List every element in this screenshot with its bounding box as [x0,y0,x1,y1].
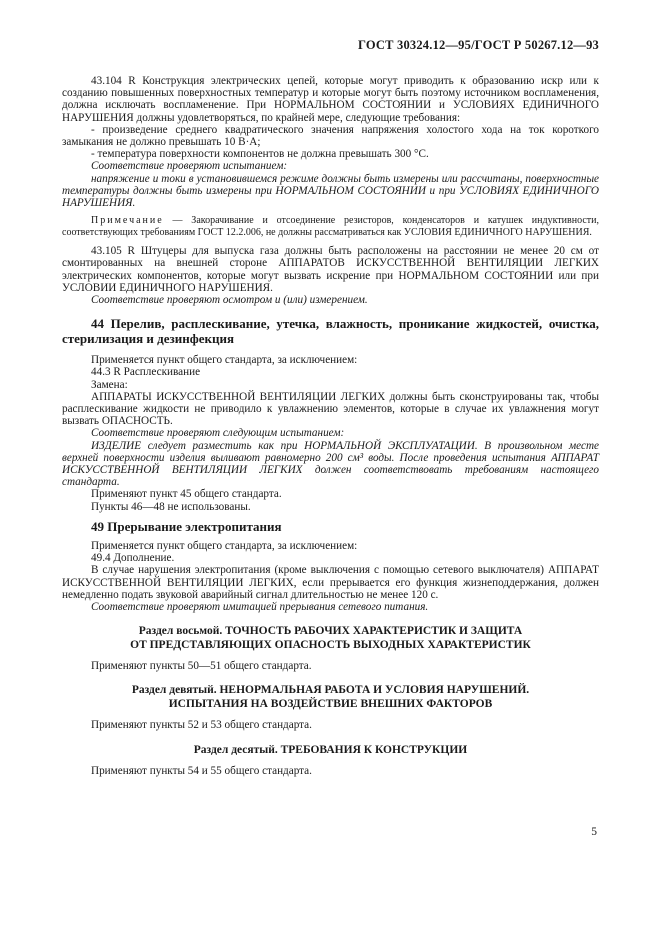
section-49-applies: Применяется пункт общего стандарта, за исключением: [91,539,358,552]
page-content [62,75,599,777]
clauses-46-48: Пункты 46—48 не использованы. [91,500,251,513]
document-header: ГОСТ 30324.12—95/ГОСТ Р 50267.12—93 [358,38,599,52]
section-44-applies: Применяется пункт общего стандарта, за исключением: [91,354,358,367]
replacement-text: АППАРАТЫ ИСКУССТВЕННОЙ ВЕНТИЛЯЦИИ ЛЕГКИХ должны быть сконструированы так, чтобы расплескивание жидкости не приводило к увлажнению элементов, которые в случае их увлажнения могут вызвать ОПАСНОСТЬ. [62,390,599,428]
note [62,215,599,239]
part-9-title-line-2: ИСПЫТАНИЯ НА ВОЗДЕЙСТВИЕ ВНЕШНИХ ФАКТОРОВ [168,697,493,710]
note-label: Примечание [91,215,164,227]
compliance-check-2: Соответствие проверяют осмотром и (или) измерением. [91,294,368,307]
requirement-item-1: - произведение среднего квадратического значения напряжения холостого хода на ток короткого замыкания не должно превышать 10 В·А; [62,123,599,149]
part-9-text: Применяют пункты 52 и 53 общего стандарта. [91,719,312,732]
part-10-text: Применяют пункты 54 и 55 общего стандарта. [91,765,312,778]
compliance-check-4: Соответствие проверяют имитацией прерывания сетевого питания. [91,600,429,613]
part-8-title [62,625,599,652]
section-44-heading: 44 Перелив, расплескивание, утечка, влажность, проникание жидкостей, очистка, стерилизация и дезинфекция [62,316,599,347]
page-number: 5 [591,826,597,838]
part-8-text: Применяют пункты 50—51 общего стандарта. [91,660,312,673]
compliance-test-3: ИЗДЕЛИЕ следует разместить как при НОРМАЛЬНОЙ ЭКСПЛУАТАЦИИ. В произвольном месте верхней поверхности изделия выливают равномерно 200 см³ воды. После проведения испытания АППАРАТ ИСКУССТВЕННОЙ ВЕНТИЛЯЦИИ ЛЕГКИХ должен соответствовать требованиям настоящего стандарта. [62,439,599,489]
clause-43-105: 43.105 R Штуцеры для выпуска газа должны быть расположены на расстоянии не менее 20 см от смонтированных на внешней стороне АППАРАТОВ ИСКУССТВЕННОЙ ВЕНТИЛЯЦИИ ЛЕГКИХ электрических компонентов, которые могут вызвать искрение при НОРМАЛЬНОМ СОСТОЯНИИ или при УСЛОВИИ ЕДИНИЧНОГО НАРУШЕНИЯ. [62,245,599,294]
part-9-title [62,684,599,711]
clause-44-3: 44.3 R Расплескивание [91,366,201,379]
clause-49-4: 49.4 Дополнение. [91,552,175,565]
note-text: — Закорачивание и отсоединение резисторов, конденсаторов и катушек индуктивности, соответствующих требованиям ГОСТ 12.2.006, не должны рассматриваться как УСЛОВИЯ ЕДИНИЧНОГО НАРУШЕНИЯ. [62,215,599,239]
part-8-title-line-2: ОТ ПРЕДСТАВЛЯЮЩИХ ОПАСНОСТЬ ВЫХОДНЫХ ХАРАКТЕРИСТИК [130,638,531,651]
part-9-title-line-1: Раздел девятый. НЕНОРМАЛЬНАЯ РАБОТА И УСЛОВИЯ НАРУШЕНИЙ. [131,684,530,697]
compliance-test-1: напряжение и токи в установившемся режиме должны быть измерены или рассчитаны, поверхностные температуры должны быть измерены при НОРМАЛЬНОМ СОСТОЯНИИ и при УСЛОВИЯХ ЕДИНИЧНОГО НАРУШЕНИЯ. [62,172,599,210]
part-8-title-line-1: Раздел восьмой. ТОЧНОСТЬ РАБОЧИХ ХАРАКТЕРИСТИК И ЗАЩИТА [138,625,523,638]
requirement-item-2: - температура поверхности компонентов не должна превышать 300 °С. [91,148,429,161]
replacement-label: Замена: [91,378,128,391]
clause-45: Применяют пункт 45 общего стандарта. [91,488,282,501]
compliance-check-3: Соответствие проверяют следующим испытанием: [91,427,345,440]
section-49-heading: 49 Прерывание электропитания [91,518,282,534]
compliance-check-1: Соответствие проверяют испытанием: [91,160,288,173]
clause-43-104: 43.104 R Конструкция электрических цепей, которые могут приводить к образованию искр или к созданию повышенных поверхностных температур и которые могут быть поэтому источником воспламенения, должна исключать воспламенение. При НОРМАЛЬНОМ СОСТОЯНИИ и УСЛОВИЯХ ЕДИНИЧНОГО НАРУШЕНИЯ должны удовлетворяться, по крайней мере, следующие требования: [62,75,599,124]
clause-49-4-text: В случае нарушения электропитания (кроме выключения с помощью сетевого выключателя) АППАРАТ ИСКУССТВЕННОЙ ВЕНТИЛЯЦИИ ЛЕГКИХ, если прерывается его функция жизнеподдержания, должен немедленно подать звуковой аварийный сигнал длительностью не менее 120 с. [62,564,599,601]
part-10-title [62,744,599,758]
part-10-title-line: Раздел десятый. ТРЕБОВАНИЯ К КОНСТРУКЦИИ [193,743,468,756]
